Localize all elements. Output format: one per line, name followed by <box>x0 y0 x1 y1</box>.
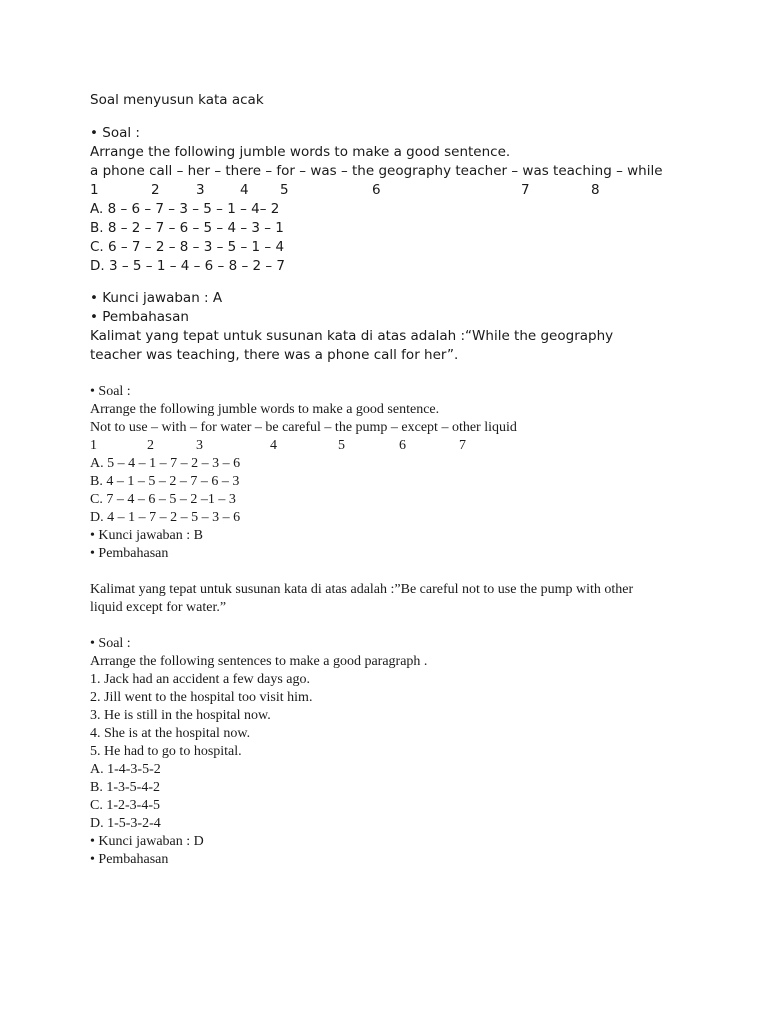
q2-number: 4 <box>270 438 277 453</box>
q1-soal-label: • Soal : <box>90 125 140 141</box>
q3-option-d: D. 1-5-3-2-4 <box>90 816 161 831</box>
q1-answer-key: • Kunci jawaban : A <box>90 290 223 306</box>
q2-option-c: C. 7 – 4 – 6 – 5 – 2 –1 – 3 <box>90 492 236 507</box>
q1-number: 3 <box>196 182 205 198</box>
q1-number: 2 <box>151 182 160 198</box>
q2-option-b: B. 4 – 1 – 5 – 2 – 7 – 6 – 3 <box>90 474 240 489</box>
q3-sentence-1: 1. Jack had an accident a few days ago. <box>90 672 311 687</box>
q1-number: 4 <box>240 182 249 198</box>
q3-soal-label: • Soal : <box>90 636 131 651</box>
q3-sentence-2: 2. Jill went to the hospital too visit him. <box>90 690 313 705</box>
q3-sentence-3: 3. He is still in the hospital now. <box>90 708 271 723</box>
q1-discussion-label: • Pembahasan <box>90 309 189 325</box>
q2-number: 7 <box>459 438 466 453</box>
q2-word-numbers <box>0 438 768 456</box>
q1-number: 7 <box>521 182 530 198</box>
q1-option-d: D. 3 – 5 – 1 – 4 – 6 – 8 – 2 – 7 <box>90 258 286 274</box>
q3-instruction: Arrange the following sentences to make a good paragraph . <box>90 654 428 669</box>
q2-answer-key: • Kunci jawaban : B <box>90 528 203 543</box>
q2-option-a: A. 5 – 4 – 1 – 7 – 2 – 3 – 6 <box>90 456 241 471</box>
document-title: Soal menyusun kata acak <box>90 92 264 108</box>
q2-number: 3 <box>196 438 203 453</box>
q1-number: 1 <box>90 182 99 198</box>
q3-option-a: A. 1-4-3-5-2 <box>90 762 161 777</box>
q1-number: 6 <box>372 182 381 198</box>
q3-option-c: C. 1-2-3-4-5 <box>90 798 160 813</box>
q2-number: 2 <box>147 438 154 453</box>
q1-jumbled-words: a phone call – her – there – for – was – the geography teacher – was teaching – while <box>90 163 663 179</box>
q2-instruction: Arrange the following jumble words to make a good sentence. <box>90 402 440 417</box>
q2-jumbled-words: Not to use – with – for water – be careful – the pump – except – other liquid <box>90 420 517 435</box>
q3-discussion-label: • Pembahasan <box>90 852 169 867</box>
q3-answer-key: • Kunci jawaban : D <box>90 834 204 849</box>
q1-option-a: A. 8 – 6 – 7 – 3 – 5 – 1 – 4– 2 <box>90 201 280 217</box>
q2-number: 6 <box>399 438 406 453</box>
q1-explanation-line-2: teacher was teaching, there was a phone call for her”. <box>90 347 459 363</box>
q3-sentence-5: 5. He had to go to hospital. <box>90 744 242 759</box>
q1-instruction: Arrange the following jumble words to make a good sentence. <box>90 144 511 160</box>
q1-option-b: B. 8 – 2 – 7 – 6 – 5 – 4 – 3 – 1 <box>90 220 284 236</box>
q1-option-c: C. 6 – 7 – 2 – 8 – 3 – 5 – 1 – 4 <box>90 239 285 255</box>
q2-option-d: D. 4 – 1 – 7 – 2 – 5 – 3 – 6 <box>90 510 241 525</box>
q2-number: 1 <box>90 438 97 453</box>
q2-explanation-line-2: liquid except for water.” <box>90 600 227 615</box>
q1-number: 5 <box>280 182 289 198</box>
q1-word-numbers <box>0 182 768 201</box>
q3-option-b: B. 1-3-5-4-2 <box>90 780 160 795</box>
q1-number: 8 <box>591 182 600 198</box>
q2-explanation-line-1: Kalimat yang tepat untuk susunan kata di atas adalah :”Be careful not to use the pump with other <box>90 582 634 597</box>
q2-soal-label: • Soal : <box>90 384 131 399</box>
q2-discussion-label: • Pembahasan <box>90 546 169 561</box>
q1-explanation-line-1: Kalimat yang tepat untuk susunan kata di atas adalah :“While the geography <box>90 328 614 344</box>
q2-number: 5 <box>338 438 345 453</box>
q3-sentence-4: 4. She is at the hospital now. <box>90 726 251 741</box>
